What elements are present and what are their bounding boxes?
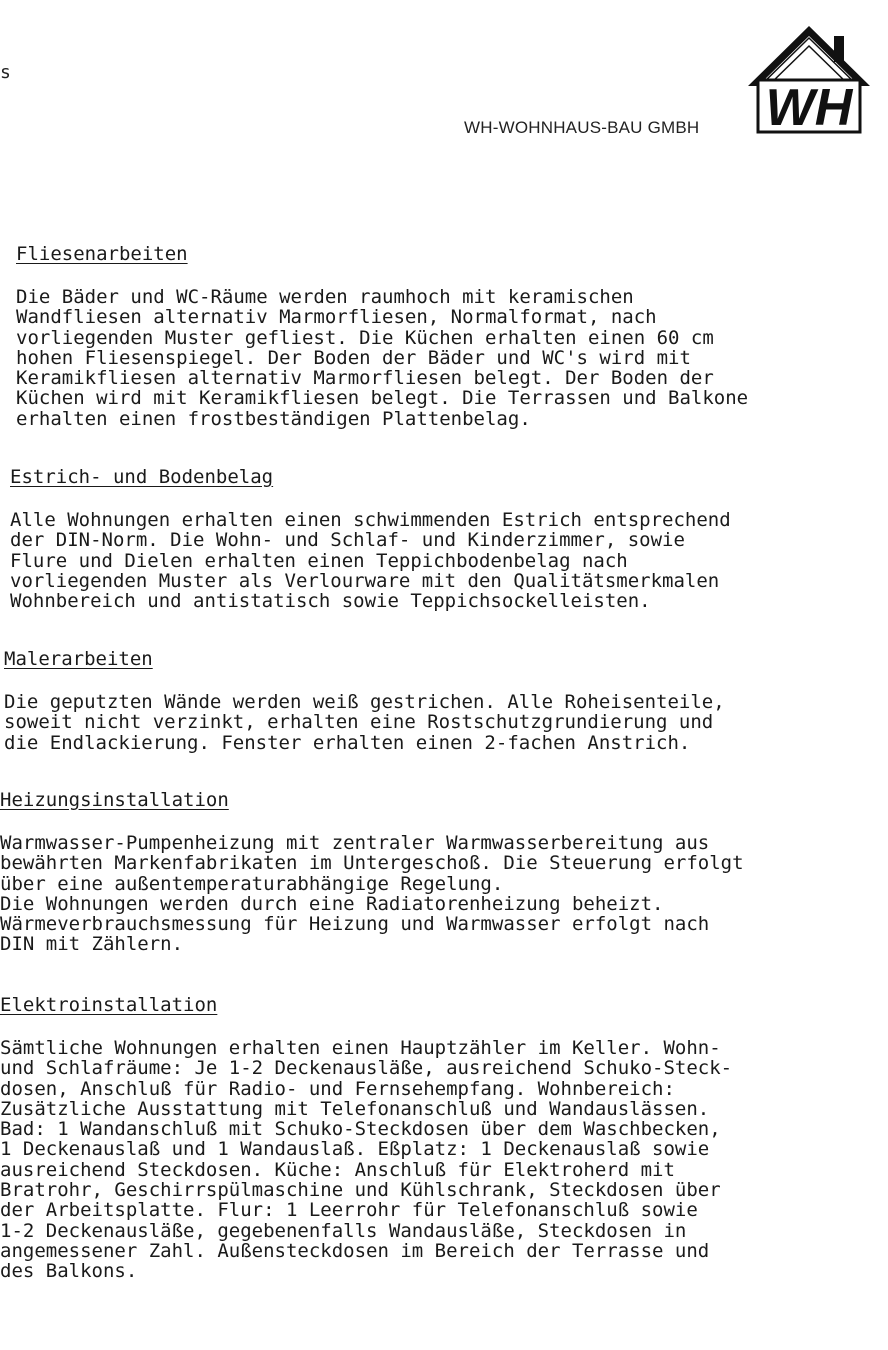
text-line: Bad: 1 Wandanschluß mit Schuko-Steckdosen über dem Waschbecken,: [0, 1118, 721, 1141]
text-line: DIN mit Zählern.: [0, 933, 184, 956]
section-fliesenarbeiten: [16, 243, 790, 429]
text-line: Wandfliesen alternativ Marmorfliesen, Normalformat, nach: [16, 306, 657, 329]
text-line: Küchen wird mit Keramikfliesen belegt. Die Terrassen und Balkone: [16, 387, 749, 410]
text-line: Zusätzliche Ausstattung mit Telefonanschluß und Wandauslässen.: [0, 1097, 710, 1120]
section-malerarbeiten: [4, 648, 782, 753]
text-line: Die Wohnungen werden durch eine Radiatorenheizung beheizt.: [0, 892, 664, 915]
text-line: 1 Deckenauslaß und 1 Wandauslaß. Eßplatz: 1 Deckenauslaß sowie: [0, 1138, 710, 1161]
section-body: [16, 287, 790, 429]
text-line: Bratrohr, Geschirrspülmaschine und Kühlschrank, Steckdosen über: [0, 1179, 721, 1202]
text-line: vorliegenden Muster gefliest. Die Küchen erhalten einen 60 cm: [16, 326, 714, 349]
text-line: vorliegenden Muster als Verlourware mit den Qualitätsmerkmalen: [10, 569, 720, 592]
text-line: Sämtliche Wohnungen erhalten einen Hauptzähler im Keller. Wohn-: [0, 1037, 721, 1059]
company-logo: [746, 24, 872, 136]
text-line: bewährten Markenfabrikaten im Untergeschoß. Die Steuerung erfolgt: [0, 852, 744, 875]
section-heading: Heizungsinstallation: [0, 789, 229, 811]
text-line: angemessener Zahl. Außensteckdosen im Bereich der Terrasse und: [0, 1239, 710, 1262]
section-heading: Fliesenarbeiten: [16, 243, 188, 265]
text-line: Wohnbereich und antistatisch sowie Teppichsockelleisten.: [10, 590, 651, 613]
margin-mark: s: [0, 62, 11, 83]
text-line: die Endlackierung. Fenster erhalten einen 2-fachen Anstrich.: [4, 731, 691, 754]
text-line: dosen, Anschluß für Radio- und Fernsehempfang. Wohnbereich:: [0, 1077, 675, 1100]
text-line: Warmwasser-Pumpenheizung mit zentraler Warmwasserbereitung aus: [0, 832, 710, 854]
text-line: Die Bäder und WC-Räume werden raumhoch mit keramischen: [16, 286, 634, 308]
section-heizung: [0, 789, 778, 955]
section-heading: Elektroinstallation: [0, 994, 218, 1016]
text-line: über eine außentemperaturabhängige Regelung.: [0, 872, 504, 895]
section-heading: Malerarbeiten: [4, 648, 153, 670]
section-body: [0, 833, 778, 955]
text-line: der Arbeitsplatte. Flur: 1 Leerrohr für Telefonanschluß sowie: [0, 1199, 698, 1222]
text-line: erhalten einen frostbeständigen Plattenbelag.: [16, 407, 531, 430]
text-line: ausreichend Steckdosen. Küche: Anschluß für Elektroherd mit: [0, 1158, 675, 1181]
section-elektro: [0, 994, 774, 1282]
logo-letters: WH: [765, 79, 853, 136]
text-line: Flure und Dielen erhalten einen Teppichbodenbelag nach: [10, 549, 628, 572]
section-estrich: [10, 466, 786, 611]
text-line: Keramikfliesen alternativ Marmorfliesen belegt. Der Boden der: [16, 367, 714, 390]
company-name: WH-WOHNHAUS-BAU GMBH: [464, 118, 700, 137]
section-body: [4, 692, 782, 753]
text-line: 1-2 Deckenausläße, gegebenenfalls Wandausläße, Steckdosen in: [0, 1219, 687, 1242]
section-body: [10, 510, 786, 611]
text-line: Wärmeverbrauchsmessung für Heizung und Warmwasser erfolgt nach: [0, 913, 710, 936]
text-line: Die geputzten Wände werden weiß gestrichen. Alle Roheisenteile,: [4, 691, 725, 713]
text-line: der DIN-Norm. Die Wohn- und Schlaf- und Kinderzimmer, sowie: [10, 529, 685, 552]
text-line: des Balkons.: [0, 1260, 138, 1283]
text-line: soweit nicht verzinkt, erhalten eine Rostschutzgrundierung und: [4, 711, 714, 734]
text-line: Alle Wohnungen erhalten einen schwimmenden Estrich entsprechend: [10, 509, 731, 531]
text-line: und Schlafräume: Je 1-2 Deckenausläße, ausreichend Schuko-Steck-: [0, 1057, 733, 1080]
text-line: hohen Fliesenspiegel. Der Boden der Bäder und WC's wird mit: [16, 346, 691, 369]
section-heading: Estrich- und Bodenbelag: [10, 466, 274, 488]
section-body: [0, 1038, 774, 1282]
